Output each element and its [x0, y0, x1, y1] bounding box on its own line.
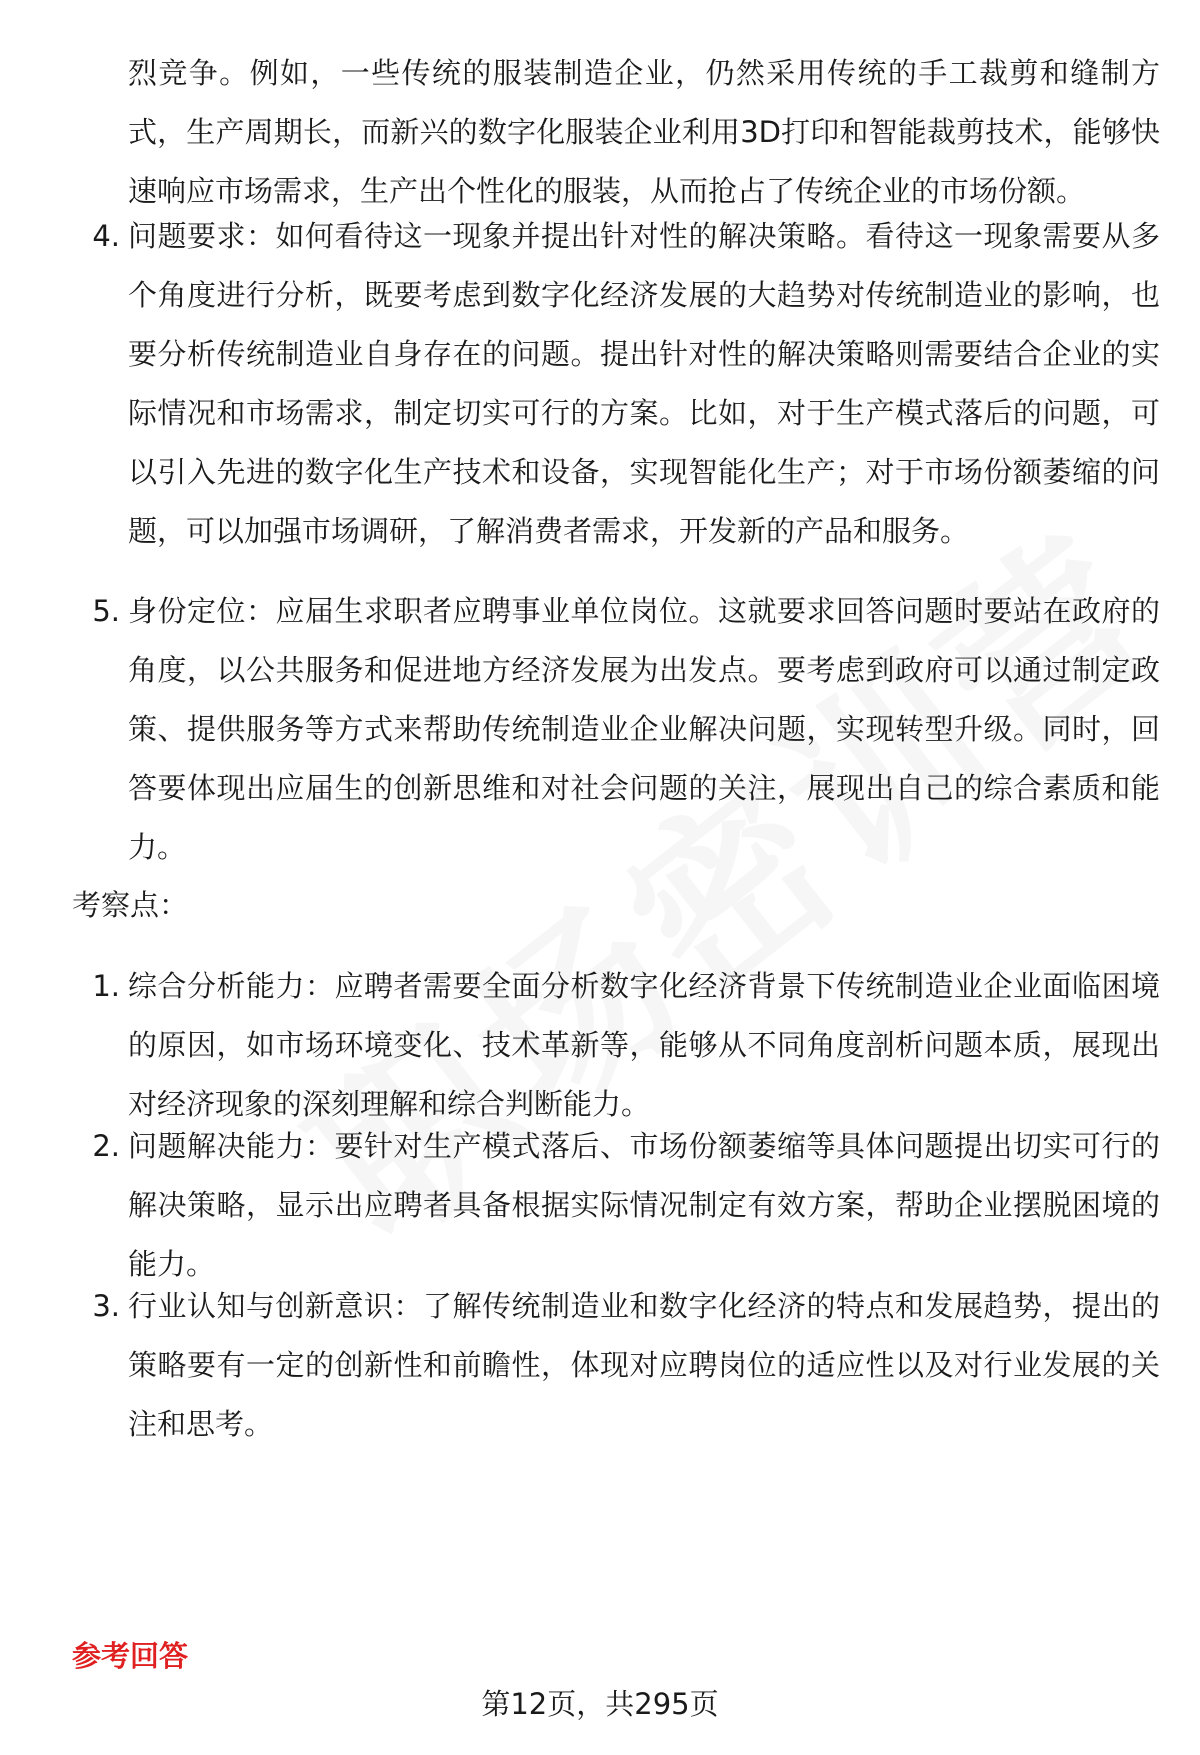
reference-answer-heading: 参考回答: [72, 1639, 189, 1673]
list-item-text: 行业认知与创新意识：了解传统制造业和数字化经济的特点和发展趋势，提出的策略要有一定的创新性和前瞻性，体现对应聘岗位的适应性以及对行业发展的关注和思考。: [128, 1289, 1160, 1441]
page-number-footer: 第12页，共295页: [481, 1687, 719, 1721]
intro-continuation-paragraph: 烈竞争。例如，一些传统的服装制造企业，仍然采用传统的手工裁剪和缝制方式，生产周期长，而新兴的数字化服装企业利用3D打印和智能裁剪技术，能够快速响应市场需求，生产出个性化的服装，从而抢占了传统企业的市场份额。: [128, 56, 1160, 208]
exam-point-item-3: [92, 1277, 1160, 1454]
list-item-text: 综合分析能力：应聘者需要全面分析数字化经济背景下传统制造业企业面临困境的原因，如市场环境变化、技术革新等，能够从不同角度剖析问题本质，展现出对经济现象的深刻理解和综合判断能力。: [128, 969, 1160, 1121]
list-number: 4.: [92, 219, 120, 253]
list-number: 5.: [92, 594, 120, 628]
list-item-text: 身份定位：应届生求职者应聘事业单位岗位。这就要求回答问题时要站在政府的角度，以公共服务和促进地方经济发展为出发点。要考虑到政府可以通过制定政策、提供服务等方式来帮助传统制造业企业解决问题，实现转型升级。同时，回答要体现出应届生的创新思维和对社会问题的关注，展现出自己的综合素质和能力。: [128, 594, 1160, 864]
exam-point-item-1: [92, 957, 1160, 1134]
exam-points-heading: 考察点：: [72, 888, 189, 922]
list-number: 1.: [92, 969, 120, 1003]
analysis-item-5: [92, 582, 1160, 877]
list-item-text: 问题解决能力：要针对生产模式落后、市场份额萎缩等具体问题提出切实可行的解决策略，显示出应聘者具备根据实际情况制定有效方案，帮助企业摆脱困境的能力。: [128, 1129, 1160, 1281]
list-number: 2.: [92, 1129, 120, 1163]
analysis-item-4: [92, 207, 1160, 561]
list-item-text: 问题要求：如何看待这一现象并提出针对性的解决策略。看待这一现象需要从多个角度进行分析，既要考虑到数字化经济发展的大趋势对传统制造业的影响，也要分析传统制造业自身存在的问题。提出针对性的解决策略则需要结合企业的实际情况和市场需求，制定切实可行的方案。比如，对于生产模式落后的问题，可以引入先进的数字化生产技术和设备，实现智能化生产；对于市场份额萎缩的问题，可以加强市场调研，了解消费者需求，开发新的产品和服务。: [128, 219, 1160, 548]
exam-point-item-2: [92, 1117, 1160, 1294]
list-number: 3.: [92, 1289, 120, 1323]
